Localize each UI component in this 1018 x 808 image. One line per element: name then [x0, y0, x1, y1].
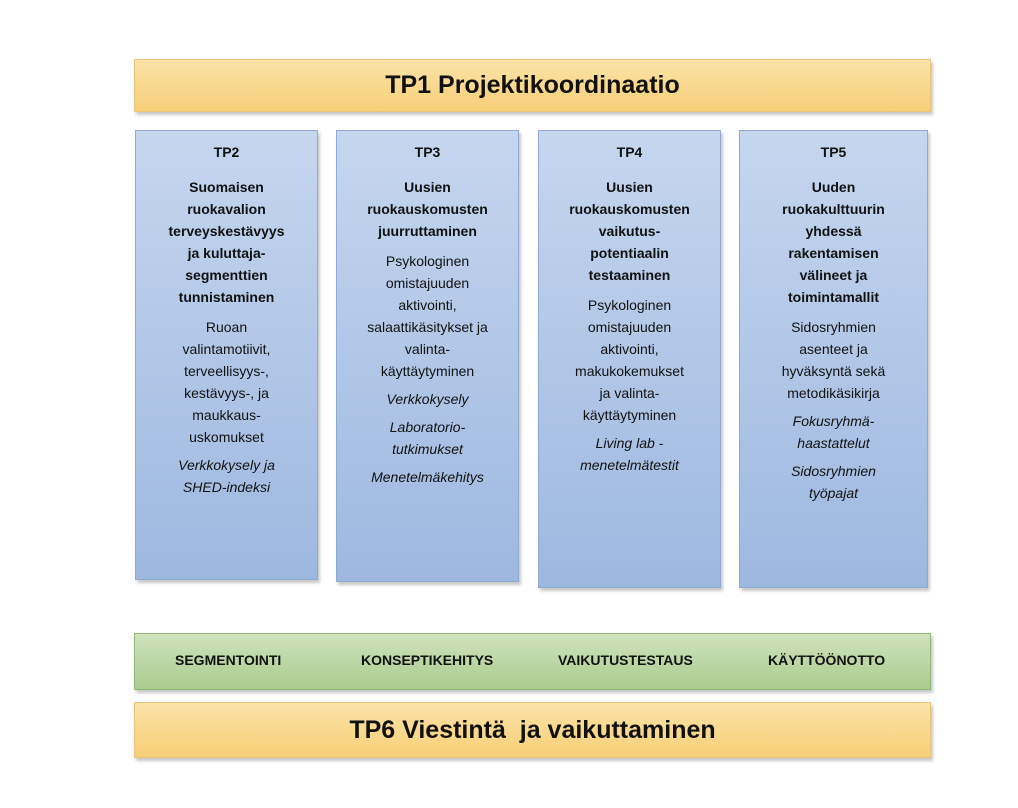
method-line: menetelmätestit [580, 457, 679, 473]
tp5-method-1 [748, 410, 919, 454]
desc-line: maukkaus- [192, 407, 261, 423]
title-line: rakentamisen [788, 245, 879, 261]
tp4-title [547, 176, 712, 286]
phase-bar [134, 633, 931, 690]
desc-line: Sidosryhmien [791, 319, 876, 335]
desc-line: valintamotiivit, [182, 341, 271, 357]
title-line: Suomaisen [189, 179, 264, 195]
phase-segmentointi: SEGMENTOINTI [175, 652, 282, 668]
title-line: tunnistaminen [178, 289, 275, 305]
phase-vaikutustestaus: VAIKUTUSTESTAUS [558, 652, 693, 668]
tp2-method [144, 454, 309, 498]
desc-line: valinta- [404, 341, 451, 357]
tp3-method-1 [345, 388, 510, 410]
tp4-description [547, 294, 712, 426]
tp2-column [135, 130, 318, 580]
title-line: ruokauskomusten [569, 201, 690, 217]
title-line: terveyskestävyys [168, 223, 285, 239]
tp2-title [144, 176, 309, 308]
tp5-title [748, 176, 919, 308]
tp6-label: TP6 Viestintä ja vaikuttaminen [349, 715, 716, 744]
method-line: Menetelmäkehitys [371, 469, 484, 485]
method-line: Sidosryhmien [791, 463, 876, 479]
title-line: segmenttien [185, 267, 268, 283]
desc-line: uskomukset [189, 429, 264, 445]
tp3-method-3 [345, 466, 510, 488]
tp3-column [336, 130, 519, 582]
method-line: Verkkokysely [386, 391, 469, 407]
desc-line: salaattikäsitykset ja [367, 319, 488, 335]
desc-line: terveellisyys-, [184, 363, 269, 379]
method-line: haastattelut [797, 435, 870, 451]
method-line: Living lab - [595, 435, 664, 451]
title-line: ruokauskomusten [367, 201, 488, 217]
desc-line: aktivointi, [398, 297, 457, 313]
title-line: juurruttaminen [378, 223, 477, 239]
method-line: Fokusryhmä- [792, 413, 875, 429]
desc-line: käyttäytyminen [380, 363, 475, 379]
desc-line: aktivointi, [600, 341, 659, 357]
method-line: tutkimukset [392, 441, 463, 457]
title-line: ja kuluttaja- [187, 245, 266, 261]
tp3-method-2 [345, 416, 510, 460]
desc-line: käyttäytyminen [582, 407, 677, 423]
desc-line: asenteet ja [799, 341, 868, 357]
method-line: Laboratorio- [389, 419, 466, 435]
desc-line: kestävyys-, ja [184, 385, 269, 401]
tp4-heading: TP4 [616, 144, 643, 160]
desc-line: makukokemukset [575, 363, 684, 379]
tp1-banner [134, 59, 931, 112]
method-line: Verkkokysely ja [178, 457, 275, 473]
method-line: työpajat [808, 485, 859, 501]
tp3-title [345, 176, 510, 242]
tp3-description [345, 250, 510, 382]
desc-line: Psykologinen [385, 253, 470, 269]
phase-konseptikehitys: KONSEPTIKEHITYS [361, 652, 494, 668]
tp2-heading: TP2 [213, 144, 240, 160]
title-line: testaaminen [588, 267, 671, 283]
tp4-column [538, 130, 721, 588]
title-line: yhdessä [805, 223, 862, 239]
title-line: toimintamallit [787, 289, 879, 305]
title-line: ruokavalion [187, 201, 266, 217]
tp3-heading: TP3 [414, 144, 441, 160]
desc-line: metodikäsikirja [787, 385, 880, 401]
tp2-description [144, 316, 309, 448]
title-line: vaikutus- [598, 223, 661, 239]
tp4-method [547, 432, 712, 476]
title-line: ruokakulttuurin [782, 201, 885, 217]
title-line: välineet ja [799, 267, 868, 283]
tp5-method-2 [748, 460, 919, 504]
tp1-label: TP1 Projektikoordinaatio [385, 71, 680, 99]
desc-line: Psykologinen [587, 297, 672, 313]
desc-line: hyväksyntä sekä [781, 363, 886, 379]
title-line: Uuden [811, 179, 856, 195]
tp5-description [748, 316, 919, 404]
desc-line: Ruoan [205, 319, 248, 335]
desc-line: ja valinta- [599, 385, 660, 401]
desc-line: omistajuuden [385, 275, 470, 291]
desc-line: omistajuuden [587, 319, 672, 335]
method-line: SHED-indeksi [182, 479, 271, 495]
title-line: potentiaalin [590, 245, 669, 261]
tp5-heading: TP5 [820, 144, 847, 160]
title-line: Uusien [404, 179, 451, 195]
tp5-column [739, 130, 928, 588]
tp6-banner [134, 702, 931, 758]
phase-kayttoonotto: KÄYTTÖÖNOTTO [768, 652, 886, 668]
title-line: Uusien [606, 179, 653, 195]
